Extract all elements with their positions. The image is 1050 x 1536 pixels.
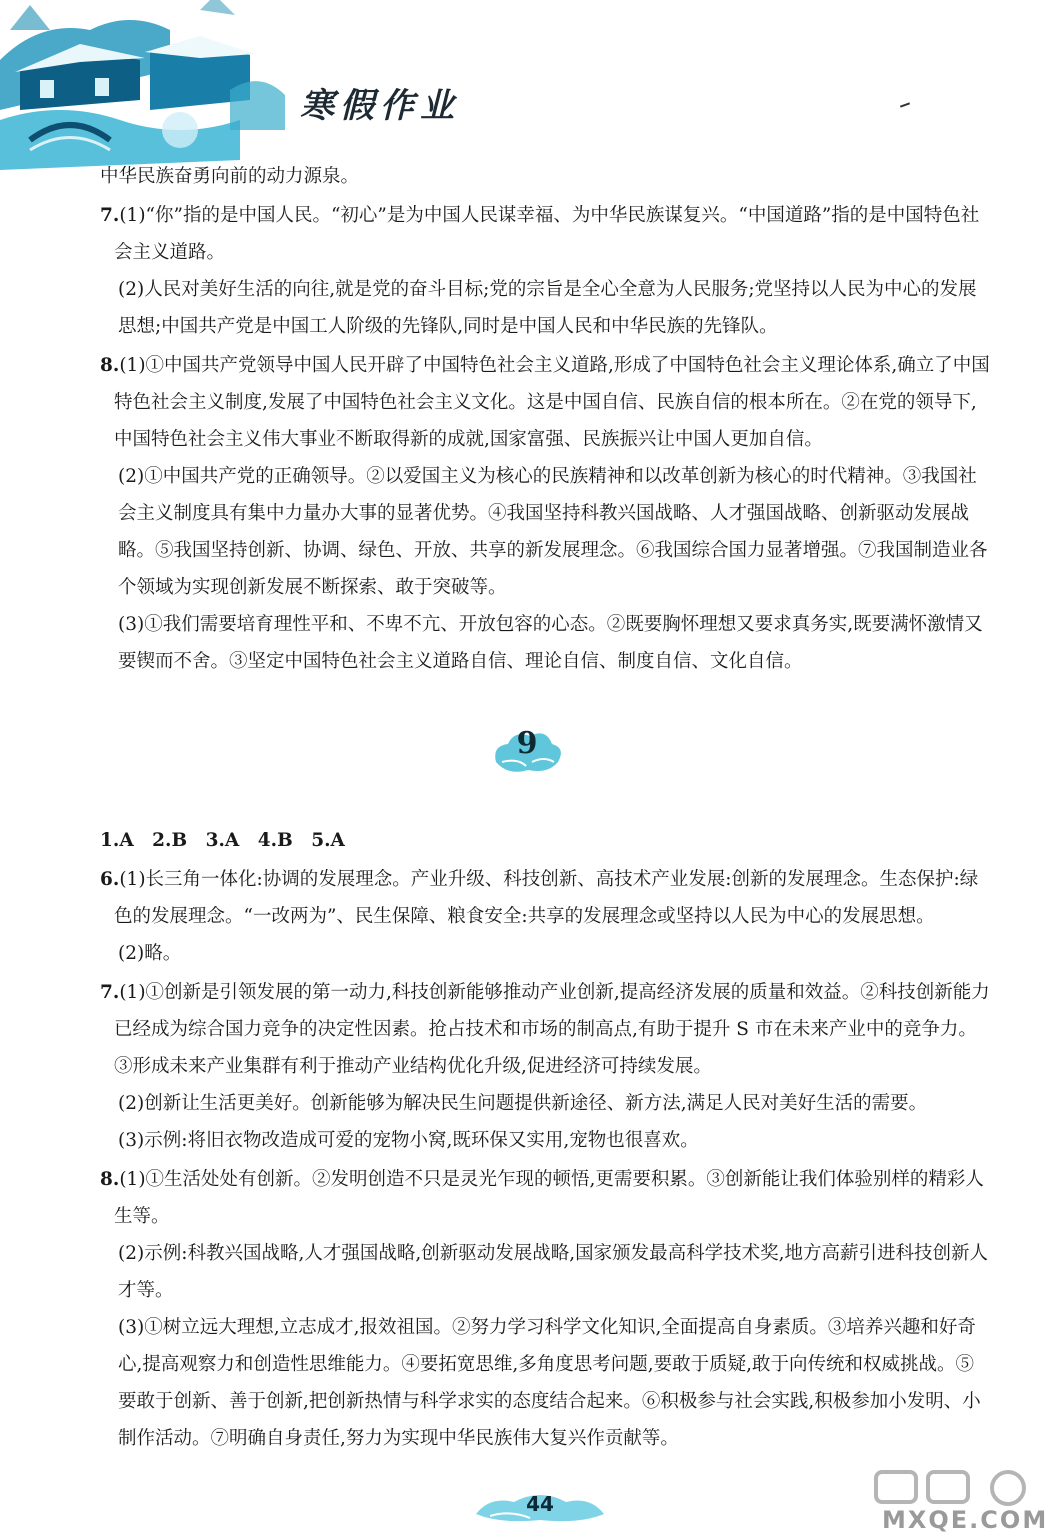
watermark-text: MXQE.COM (882, 1506, 1049, 1534)
section-number: 9 (516, 726, 538, 761)
winter-scene-illustration (0, 0, 290, 180)
question-number: 8. (100, 1169, 120, 1190)
answer-text: (3)①我们需要培育理性平和、不卑不亢、开放包容的心态。②既要胸怀理想又要求真务实,既要满怀激情又要锲而不舍。③坚定中国特色社会主义道路自信、理论自信、制度自信、文化自信。 (118, 614, 983, 672)
answer-subpart (100, 1235, 990, 1309)
question-number: 7. (100, 205, 120, 226)
section-number-badge (488, 722, 566, 778)
answer-text: 1.A 2.B 3.A 4.B 5.A (100, 830, 345, 851)
question-number: 7. (100, 982, 120, 1003)
answers-section-nine (100, 822, 990, 1457)
answer-subpart (100, 935, 990, 972)
answer-subpart (100, 271, 990, 345)
answer-text: (1)①生活处处有创新。②发明创造不只是灵光乍现的顿悟,更需要积累。③创新能让我们体验别样的精彩人生等。 (114, 1169, 984, 1227)
answer-text: (1)长三角一体化:协调的发展理念。产业升级、科技创新、高技术产业发展:创新的发展理念。生态保护:绿色的发展理念。“一改两为”、民生保障、粮食安全:共享的发展理念或坚持以人民为中心的发展思想。 (114, 869, 979, 927)
answer-text: (3)示例:将旧衣物改造成可爱的宠物小窝,既环保又实用,宠物也很喜欢。 (118, 1130, 699, 1151)
multiple-choice-answers (100, 822, 990, 859)
answer-text: (1)①创新是引领发展的第一动力,科技创新能够推动产业创新,提高经济发展的质量和效益。②科技创新能力已经成为综合国力竞争的决定性因素。抢占技术和市场的制高点,有助于提升 S 市在未来产业中的竞争力。③形成未来产业集群有利于推动产业结构优化升级,促进经济可持续发展。 (114, 982, 990, 1077)
answer-text: 中华民族奋勇向前的动力源泉。 (100, 166, 360, 187)
answer-subpart (100, 606, 990, 680)
page-number-badge (470, 1484, 610, 1526)
answer-text: (2)创新让生活更美好。创新能够为解决民生问题提供新途径、新方法,满足人民对美好生活的需要。 (118, 1093, 928, 1114)
answer-text: (1)“你”指的是中国人民。“初心”是为中国人民谋幸福、为中华民族谋复兴。“中国道路”指的是中国特色社会主义道路。 (114, 205, 980, 263)
answer-subpart (100, 1085, 990, 1122)
page-number: 44 (526, 1492, 554, 1516)
header-decoration-mark (900, 102, 910, 107)
page-header-title: 寒假作业 (300, 86, 460, 126)
answer-question-7 (100, 197, 990, 271)
answer-text: (2)①中国共产党的正确领导。②以爱国主义为核心的民族精神和以改革创新为核心的时代精神。③我国社会主义制度具有集中力量办大事的显著优势。④我国坚持科教兴国战略、人才强国战略、创新驱动发展战略。⑤我国坚持创新、协调、绿色、开放、共享的新发展理念。⑥我国综合国力显著增强。⑦我国制造业各个领域为实现创新发展不断探索、敢于突破等。 (118, 466, 988, 598)
answer-subpart (100, 1122, 990, 1159)
answer-subpart (100, 458, 990, 606)
answer-continuation (100, 158, 990, 195)
answer-text: (2)人民对美好生活的向往,就是党的奋斗目标;党的宗旨是全心全意为人民服务;党坚持以人民为中心的发展思想;中国共产党是中国工人阶级的先锋队,同时是中国人民和中华民族的先锋队。 (118, 279, 977, 337)
answer-question-7 (100, 974, 990, 1085)
answer-question-8 (100, 347, 990, 458)
answer-text: (2)示例:科教兴国战略,人才强国战略,创新驱动发展战略,国家颁发最高科学技术奖,地方高薪引进科技创新人才等。 (118, 1243, 988, 1301)
answer-text: (3)①树立远大理想,立志成才,报效祖国。②努力学习科学文化知识,全面提高自身素质。③培养兴趣和好奇心,提高观察力和创造性思维能力。④要拓宽思维,多角度思考问题,要敢于质疑,敢于向传统和权威挑战。⑤要敢于创新、善于创新,把创新热情与科学求实的态度结合起来。⑥积极参与社会实践,积极参加小发明、小制作活动。⑦明确自身责任,努力为实现中华民族伟大复兴作贡献等。 (118, 1317, 981, 1449)
answer-text: (1)①中国共产党领导中国人民开辟了中国特色社会主义道路,形成了中国特色社会主义理论体系,确立了中国特色社会主义制度,发展了中国特色社会主义文化。这是中国自信、民族自信的根本所在。②在党的领导下,中国特色社会主义伟大事业不断取得新的成就,国家富强、民族振兴让中国人更加自信。 (114, 355, 990, 450)
answer-question-8 (100, 1161, 990, 1235)
answers-section-top (100, 158, 990, 680)
answer-text: (2)略。 (118, 943, 182, 964)
answer-subpart (100, 1309, 990, 1457)
question-number: 8. (100, 355, 120, 376)
answer-question-6 (100, 861, 990, 935)
question-number: 6. (100, 869, 120, 890)
